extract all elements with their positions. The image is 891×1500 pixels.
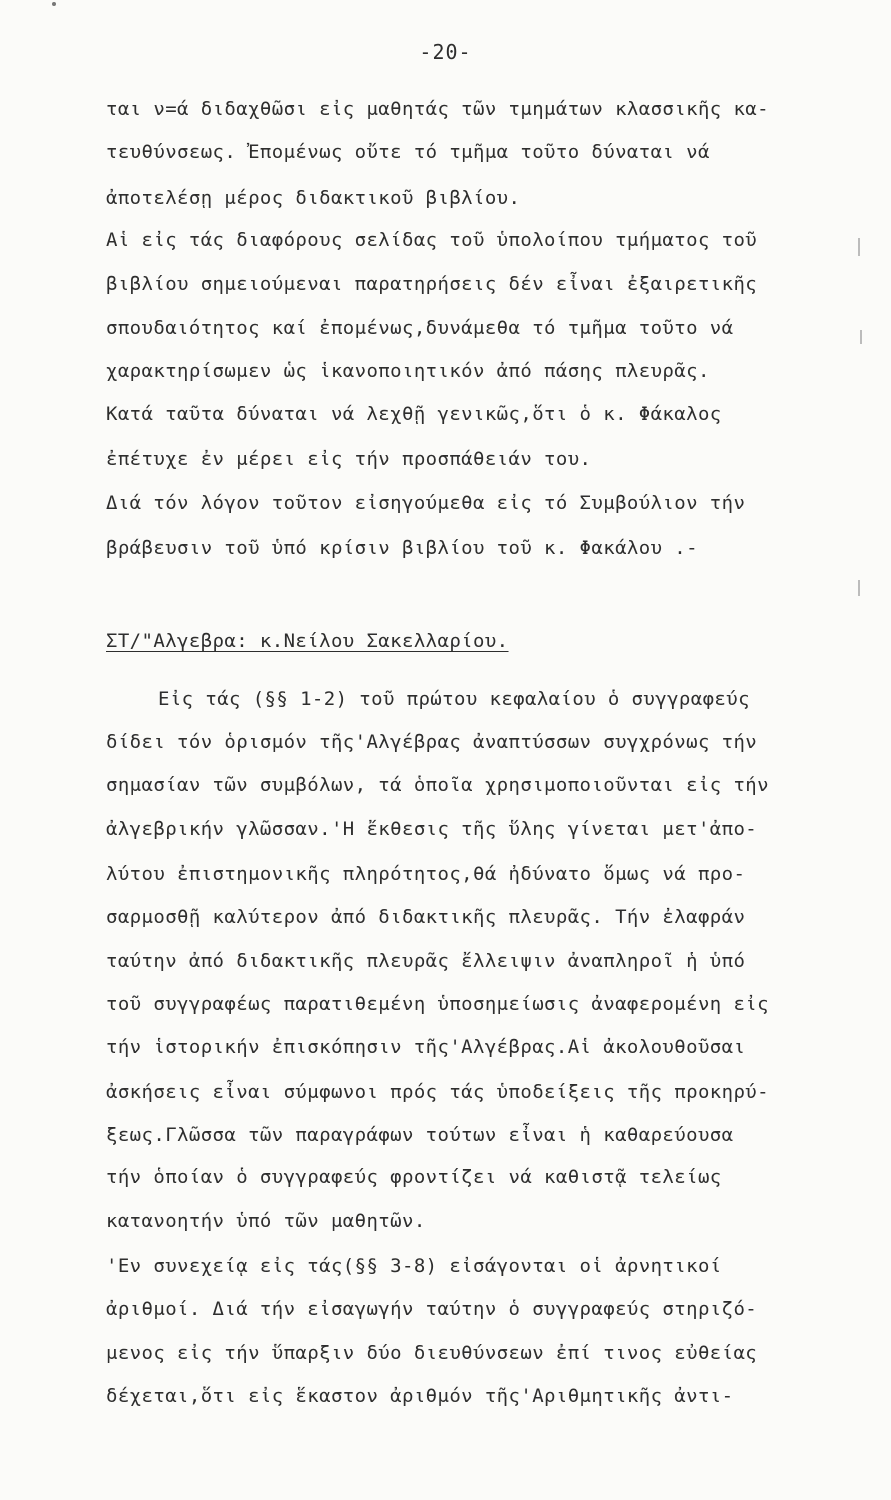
text-line: δέχεται,ὅτι εἰς ἕκαστον ἀριθμόν τῆς'Αριθμητικῆς ἀντι-	[106, 1385, 734, 1407]
margin-mark	[860, 330, 862, 344]
margin-mark	[858, 580, 860, 596]
text-line: τευθύνσεως. Ἐπομένως οὔτε τό τμῆμα τοῦτο δύναται νά	[106, 141, 710, 163]
text-line: λύτου ἐπιστημονικῆς πληρότητος,θά ἠδύνατο ὅμως νά προ-	[106, 863, 746, 885]
text-line: τήν ὁποίαν ὁ συγγραφεύς φροντίζει νά καθιστᾷ τελείως	[106, 1166, 722, 1188]
text-line: κατανοητήν ὑπό τῶν μαθητῶν.	[106, 1210, 426, 1232]
text-line: σπουδαιότητος καί ἐπομένως,δυνάμεθα τό τμῆμα τοῦτο νά	[106, 317, 734, 339]
text-line: βράβευσιν τοῦ ὑπό κρίσιν βιβλίου τοῦ κ. Φακάλου .-	[106, 537, 698, 559]
text-line: Διά τόν λόγον τοῦτον εἰσηγούμεθα εἰς τό Συμβούλιον τήν	[106, 492, 746, 514]
text-line: Εἰς τάς (§§ 1-2) τοῦ πρώτου κεφαλαίου ὁ συγγραφεύς	[158, 688, 750, 710]
text-line: Κατά ταῦτα δύναται νά λεχθῇ γενικῶς,ὅτι ὁ κ. Φάκαλος	[106, 403, 722, 425]
text-line: ἀσκήσεις εἶναι σύμφωνοι πρός τάς ὑποδείξεις τῆς προκηρύ-	[106, 1081, 769, 1103]
text-line: ξεως.Γλῶσσα τῶν παραγράφων τούτων εἶναι ἡ καθαρεύουσα	[106, 1124, 734, 1146]
margin-mark	[858, 238, 860, 256]
text-line: χαρακτηρίσωμεν ὡς ἱκανοποιητικόν ἀπό πάσης πλευρᾶς.	[106, 360, 710, 382]
section-heading: ΣΤ/"Αλγεβρα: κ.Νείλου Σακελλαρίου.	[106, 630, 509, 652]
text-line: ται ν=ά διδαχθῶσι εἰς μαθητάς τῶν τμημάτων κλασσικῆς κα-	[106, 98, 769, 120]
page-number: -20-	[419, 40, 472, 64]
ink-speck	[52, 2, 56, 6]
text-line: Αἱ εἰς τάς διαφόρους σελίδας τοῦ ὑπολοίπου τμήματος τοῦ	[106, 229, 758, 251]
text-line: 'Εν συνεχείᾳ εἰς τάς(§§ 3-8) εἰσάγονται οἱ ἀρνητικοί	[106, 1255, 722, 1277]
text-line: ἀποτελέσῃ μέρος διδακτικοῦ βιβλίου.	[106, 187, 521, 209]
text-line: δίδει τόν ὁρισμόν τῆς'Αλγέβρας ἀναπτύσσων συγχρόνως τήν	[106, 731, 758, 753]
text-line: σαρμοσθῇ καλύτερον ἀπό διδακτικῆς πλευρᾶς. Τήν ἐλαφράν	[106, 906, 746, 928]
text-line: μενος εἰς τήν ὕπαρξιν δύο διευθύνσεων ἐπί τινος εὐθείας	[106, 1342, 758, 1364]
text-line: τοῦ συγγραφέως παρατιθεμένη ὑποσημείωσις ἀναφερομένη εἰς	[106, 993, 769, 1015]
text-line: τήν ἱστορικήν ἐπισκόπησιν τῆς'Αλγέβρας.Αἱ ἀκολουθοῦσαι	[106, 1036, 746, 1058]
text-line: βιβλίου σημειούμεναι παρατηρήσεις δέν εἶναι ἐξαιρετικῆς	[106, 273, 758, 295]
text-line: σημασίαν τῶν συμβόλων, τά ὁποῖα χρησιμοποιοῦνται εἰς τήν	[106, 774, 769, 796]
text-line: ταύτην ἀπό διδακτικῆς πλευρᾶς ἔλλειψιν ἀναπληροῖ ἡ ὑπό	[106, 950, 746, 972]
text-line: ἀριθμοί. Διά τήν εἰσαγωγήν ταύτην ὁ συγγραφεύς στηριζό-	[106, 1298, 758, 1320]
text-line: ἐπέτυχε ἐν μέρει εἰς τήν προσπάθειάν του.	[106, 448, 592, 470]
text-line: ἀλγεβρικήν γλῶσσαν.'Η ἔκθεσις τῆς ὕλης γίνεται μετ'ἀπο-	[106, 818, 758, 840]
